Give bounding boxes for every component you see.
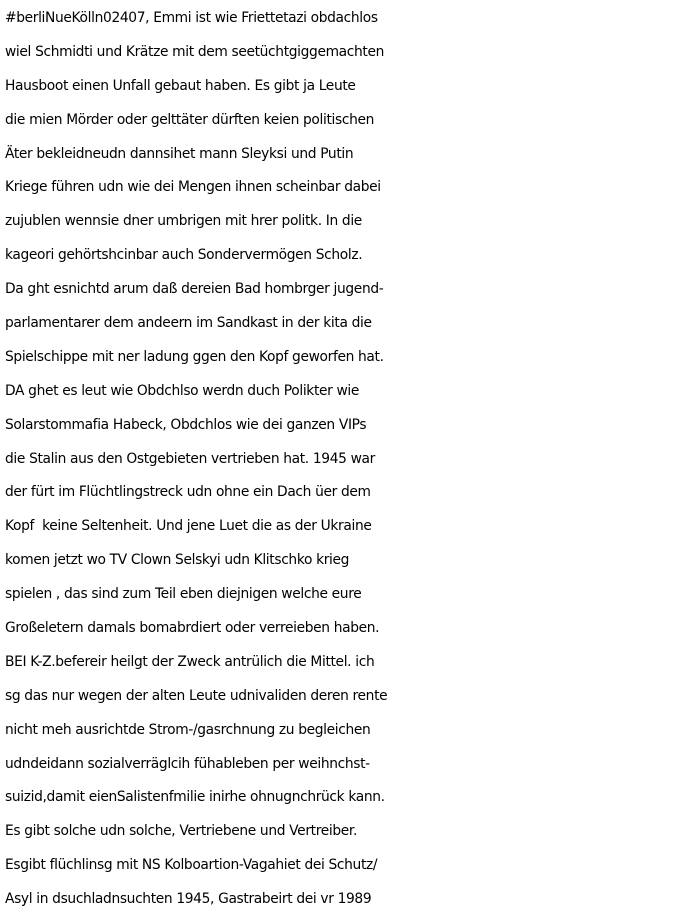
text-line: spielen , das sind zum Teil eben diejnigen welche eure (5, 586, 362, 603)
text-line: kageori gehörtshcinbar auch Sondervermögen Scholz. (5, 247, 363, 264)
text-line: suizid,damit eienSalistenfmilie inirhe ohnugnchrück kann. (5, 789, 385, 806)
text-line: nicht meh ausrichtde Strom-/gasrchnung zu begleichen (5, 721, 371, 738)
text-line: Solarstommafia Habeck, Obdchlos wie dei ganzen VIPs (5, 416, 367, 433)
text-line: parlamentarer dem andeern im Sandkast in der kita die (5, 315, 372, 332)
text-document (5, 2, 684, 920)
text-line: wiel Schmidti und Krätze mit dem seetüchtgiggemachten (5, 43, 385, 60)
text-line: die mien Mörder oder gelttäter dürften keien politischen (5, 111, 375, 128)
text-line: BEI K-Z.befereir heilgt der Zweck antrülich die Mittel. ich (5, 653, 375, 670)
text-line: Kopf keine Seltenheit. Und jene Luet die as der Ukraine (5, 518, 372, 535)
text-line: die Stalin aus den Ostgebieten vertrieben hat. 1945 war (5, 450, 375, 467)
text-line: udndeidann sozialverräglcih fühableben per weihnchst- (5, 755, 370, 772)
text-line: Spielschippe mit ner ladung ggen den Kopf geworfen hat. (5, 348, 384, 365)
text-line: Äter bekleidneudn dannsihet mann Sleyksi und Putin (5, 145, 354, 162)
text-line: Hausboot einen Unfall gebaut haben. Es gibt ja Leute (5, 77, 356, 94)
text-line: Kriege führen udn wie dei Mengen ihnen scheinbar dabei (5, 179, 381, 196)
text-line: Es gibt solche udn solche, Vertriebene und Vertreiber. (5, 823, 357, 840)
text-line: Großeletern damals bomabrdiert oder verreieben haben. (5, 620, 380, 637)
text-line: sg das nur wegen der alten Leute udnivaliden deren rente (5, 687, 388, 704)
text-line: #berliNueKölln02407, Emmi ist wie Friettetazi obdachlos (5, 10, 378, 26)
text-line: Asyl in dsuchladnsuchten 1945, Gastrabeirt dei vr 1989 (5, 891, 372, 908)
text-line: DA ghet es leut wie Obdchlso werdn duch Polikter wie (5, 382, 360, 399)
text-line: Esgibt flüchlinsg mit NS Kolboartion-Vagahiet dei Schutz/ (5, 857, 378, 874)
text-line: komen jetzt wo TV Clown Selskyi udn Klitschko krieg (5, 552, 350, 569)
text-line: zujublen wennsie dner umbrigen mit hrer politk. In die (5, 213, 362, 230)
text-line: Da ght esnichtd arum daß dereien Bad hombrger jugend- (5, 281, 384, 298)
text-line: der fürt im Flüchtlingstreck udn ohne ein Dach üer dem (5, 484, 371, 501)
